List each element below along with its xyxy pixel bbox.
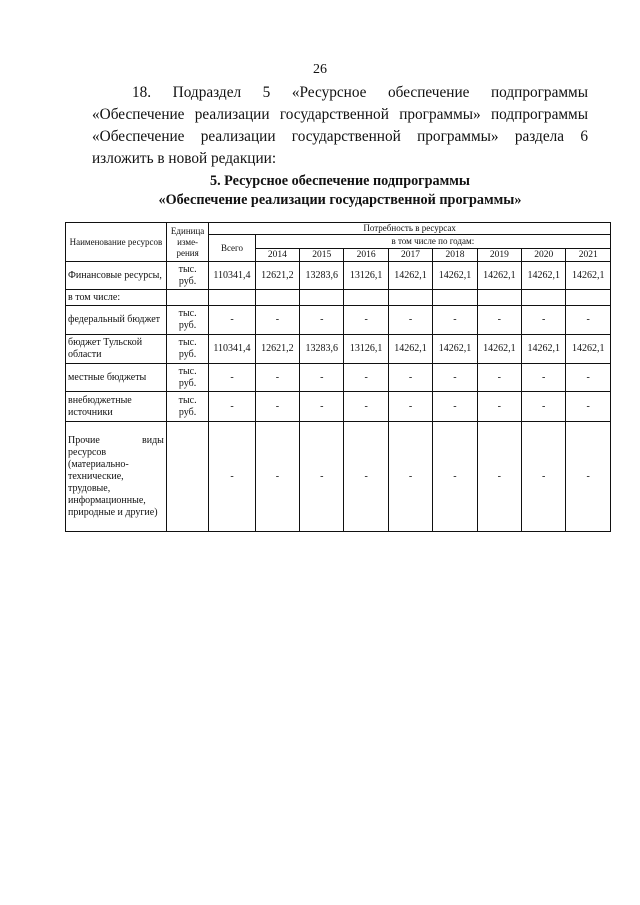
table-row <box>66 392 611 422</box>
year-value: - <box>522 306 566 335</box>
total-value: 110341,4 <box>209 262 255 290</box>
year-value: - <box>344 422 388 532</box>
resource-name: Финансовые ресурсы, <box>66 262 167 290</box>
year-value: 14262,1 <box>566 335 611 364</box>
header-year: 2020 <box>522 249 566 262</box>
year-value: - <box>522 364 566 392</box>
resource-unit: тыс. руб. <box>166 392 208 422</box>
year-value: - <box>566 306 611 335</box>
header-year: 2014 <box>255 249 299 262</box>
table-row <box>66 364 611 392</box>
total-value: - <box>209 422 255 532</box>
year-value: 13126,1 <box>344 335 388 364</box>
total-value: - <box>209 364 255 392</box>
resource-unit: тыс. руб. <box>166 364 208 392</box>
header-unit: Единица изме-рения <box>166 223 208 262</box>
year-value: 14262,1 <box>388 335 432 364</box>
year-value: - <box>255 422 299 532</box>
header-name: Наименование ресурсов <box>66 223 167 262</box>
year-value: - <box>388 306 432 335</box>
empty-cell <box>166 290 208 306</box>
empty-cell <box>344 290 388 306</box>
year-value: - <box>344 306 388 335</box>
resource-name: внебюджетные источники <box>66 392 167 422</box>
empty-cell <box>566 290 611 306</box>
page-number: 26 <box>313 62 327 77</box>
year-value: 14262,1 <box>522 262 566 290</box>
year-value: 14262,1 <box>388 262 432 290</box>
section-title-line1: 5. Ресурсное обеспечение подпрограммы <box>209 173 471 189</box>
year-value: - <box>388 422 432 532</box>
header-total: Всего <box>209 235 255 262</box>
year-value: - <box>433 392 477 422</box>
header-year: 2015 <box>300 249 344 262</box>
year-value: - <box>344 364 388 392</box>
year-value: - <box>433 306 477 335</box>
year-value: 14262,1 <box>477 262 521 290</box>
total-value: - <box>209 306 255 335</box>
total-value: 110341,4 <box>209 335 255 364</box>
year-value: - <box>388 392 432 422</box>
header-by-years: в том числе по годам: <box>255 235 610 249</box>
year-value: - <box>433 364 477 392</box>
intro-paragraph: 18. Подраздел 5 «Ресурсное обеспечение подпрограммы «Обеспечение реализации государственной программы» подпрограммы «Обеспечение реализации государственной программы» раздела 6 изложить в новой редакции: <box>92 84 588 167</box>
header-need: Потребность в ресурсах <box>209 223 611 235</box>
resource-table <box>65 222 611 532</box>
resource-unit: тыс. руб. <box>166 335 208 364</box>
empty-cell <box>209 290 255 306</box>
year-value: - <box>433 422 477 532</box>
year-value: - <box>300 364 344 392</box>
year-value: - <box>566 392 611 422</box>
table-row <box>66 335 611 364</box>
year-value: 13283,6 <box>300 335 344 364</box>
section-title <box>60 172 620 210</box>
year-value: - <box>477 422 521 532</box>
year-value: - <box>300 306 344 335</box>
resource-name: федеральный бюджет <box>66 306 167 335</box>
year-value: - <box>566 364 611 392</box>
year-value: - <box>477 392 521 422</box>
header-year: 2018 <box>433 249 477 262</box>
resource-name: в том числе: <box>66 290 167 306</box>
header-year: 2021 <box>566 249 611 262</box>
year-value: - <box>255 364 299 392</box>
section-title-line2: «Обеспечение реализации государственной программы» <box>158 192 522 208</box>
year-value: - <box>255 392 299 422</box>
year-value: 12621,2 <box>255 335 299 364</box>
total-value: - <box>209 392 255 422</box>
table-row <box>66 306 611 335</box>
year-value: 14262,1 <box>477 335 521 364</box>
year-value: 13126,1 <box>344 262 388 290</box>
year-value: 14262,1 <box>433 262 477 290</box>
header-year: 2017 <box>388 249 432 262</box>
resource-name: бюджет Тульской области <box>66 335 167 364</box>
empty-cell <box>522 290 566 306</box>
table-row <box>66 262 611 290</box>
year-value: - <box>255 306 299 335</box>
year-value: - <box>388 364 432 392</box>
year-value: - <box>566 422 611 532</box>
empty-cell <box>433 290 477 306</box>
table-row <box>66 290 611 306</box>
empty-cell <box>477 290 521 306</box>
resource-unit <box>166 422 208 532</box>
resource-name: местные бюджеты <box>66 364 167 392</box>
empty-cell <box>255 290 299 306</box>
empty-cell <box>300 290 344 306</box>
year-value: - <box>300 392 344 422</box>
year-value: 13283,6 <box>300 262 344 290</box>
year-value: - <box>300 422 344 532</box>
year-value: - <box>477 306 521 335</box>
resource-unit: тыс. руб. <box>166 306 208 335</box>
year-value: 14262,1 <box>433 335 477 364</box>
empty-cell <box>388 290 432 306</box>
resource-name: Прочие виды ресурсов (материально-технические, трудовые, информационные, природные и другие) <box>66 422 167 532</box>
year-value: 12621,2 <box>255 262 299 290</box>
year-value: 14262,1 <box>566 262 611 290</box>
year-value: - <box>522 392 566 422</box>
table-row <box>66 422 611 532</box>
header-year: 2016 <box>344 249 388 262</box>
year-value: 14262,1 <box>522 335 566 364</box>
header-year: 2019 <box>477 249 521 262</box>
year-value: - <box>522 422 566 532</box>
year-value: - <box>477 364 521 392</box>
year-value: - <box>344 392 388 422</box>
resource-unit: тыс. руб. <box>166 262 208 290</box>
